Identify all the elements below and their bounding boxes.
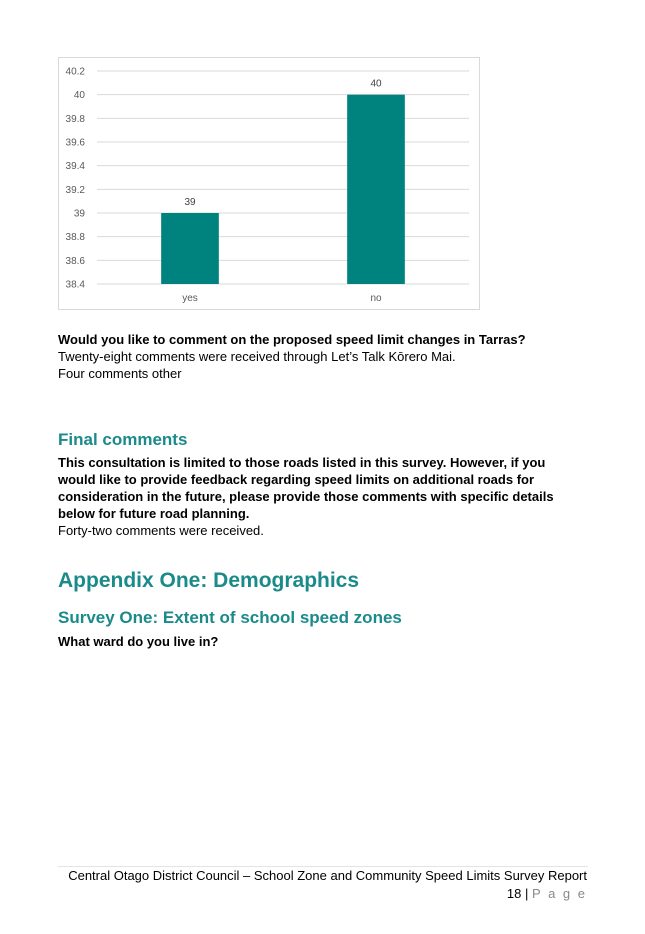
footer-divider	[58, 866, 588, 867]
y-tick-label: 40	[73, 90, 85, 102]
final-question-line-1: This consultation is limited to those roads listed in this survey. However, if you	[58, 455, 546, 470]
appendix-heading: Appendix One: Demographics	[58, 569, 360, 592]
final-question-line-4: below for future road planning.	[58, 506, 250, 521]
page-word: P a g e	[532, 886, 587, 901]
footer-page	[507, 886, 587, 901]
data-label: 39	[184, 197, 196, 208]
y-tick-label: 39	[73, 208, 85, 220]
y-tick-label: 38.6	[65, 255, 85, 267]
tarras-question: Would you like to comment on the proposed speed limit changes in Tarras?	[58, 332, 526, 347]
survey-one-heading: Survey One: Extent of school speed zones	[58, 608, 402, 627]
y-tick-label: 39.2	[65, 184, 85, 196]
tarras-comments-letstalk: Twenty-eight comments were received through Let’s Talk Kōrero Mai.	[58, 349, 456, 364]
y-tick-label: 38.8	[65, 232, 85, 244]
bar-chart	[58, 57, 480, 310]
x-tick-label: yes	[182, 293, 198, 304]
bar-no	[347, 95, 405, 284]
final-question-line-3: consideration in the future, please provide those comments with specific details	[58, 489, 554, 504]
final-comments-heading: Final comments	[58, 430, 188, 449]
page-separator: |	[525, 886, 529, 901]
page-number: 18	[506, 886, 522, 901]
y-tick-label: 39.4	[65, 161, 85, 173]
bar-yes	[161, 213, 219, 284]
y-tick-label: 40.2	[65, 66, 85, 78]
y-tick-label: 39.6	[65, 137, 85, 149]
x-tick-label: no	[370, 293, 382, 304]
tarras-comments-other: Four comments other	[58, 366, 182, 381]
footer-title: Central Otago District Council – School Zone and Community Speed Limits Survey Report	[68, 868, 587, 883]
ward-question: What ward do you live in?	[58, 634, 219, 649]
final-question-line-2: would like to provide feedback regarding speed limits on additional roads for	[58, 472, 535, 487]
final-answer: Forty-two comments were received.	[58, 523, 264, 538]
y-tick-label: 38.4	[65, 279, 85, 291]
bar-chart-svg	[59, 58, 481, 311]
data-label: 40	[370, 78, 382, 90]
y-tick-label: 39.8	[65, 113, 85, 125]
